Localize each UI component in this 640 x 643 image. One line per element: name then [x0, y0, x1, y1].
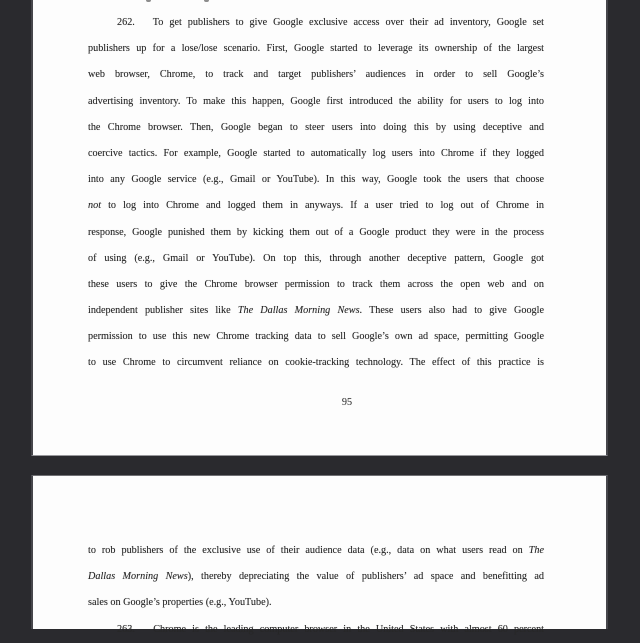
text-line: into any Google service (e.g., Gmail or YouTube). In this way, Google took the users that choose [88, 174, 544, 186]
text-line: permission to use this new Chrome tracking data to sell Google’s own ad space, permitting Google [88, 331, 544, 343]
text-line: 263. Chrome is the leading computer browser in the United States with almost 60 percent [117, 623, 544, 635]
document-page-2 [31, 475, 608, 635]
text-line: advertising inventory. To make this happen, Google first introduced the ability for users to log into [88, 95, 544, 107]
text-line: Dallas Morning News), thereby depreciating the value of publishers’ ad space and benefitting ad [88, 571, 544, 583]
text-line: publishers up for a lose/lose scenario. First, Google started to leverage its ownership of the largest [88, 43, 544, 55]
page-number: 95 [341, 397, 353, 408]
text-line: to rob publishers of the exclusive use of their audience data (e.g., data on what users read on The [88, 545, 544, 556]
clipped-previous-line [33, 0, 606, 3]
text-line: to use Chrome to circumvent reliance on cookie-tracking technology. The effect of this practice is [88, 357, 544, 369]
text-line: of using (e.g., Gmail or YouTube). On top this, through another deceptive pattern, Google got [88, 252, 544, 264]
descender-fragment [146, 0, 151, 2]
document-page-1 [31, 0, 608, 456]
text-line: coercive tactics. For example, Google started to automatically log users into Chrome if they logged [88, 147, 544, 159]
page-2-text [88, 538, 544, 643]
text-line: not to log into Chrome and logged them in anyways. If a user tried to log out of Chrome in [88, 200, 544, 212]
descender-fragment [204, 0, 209, 2]
text-line: sales on Google’s properties (e.g., YouTube). [88, 597, 272, 609]
text-line: response, Google punished them by kicking them out of a Google product they were in the process [88, 226, 544, 238]
page-1-text [88, 10, 544, 377]
text-line: web browser, Chrome, to track and target publishers’ audiences in order to sell Google’s [88, 69, 544, 81]
text-line: 262. To get publishers to give Google exclusive access over their ad inventory, Google set [117, 17, 545, 28]
text-line: independent publisher sites like The Dallas Morning News. These users also had to give Google [88, 305, 545, 317]
text-line: the Chrome browser. Then, Google began to steer users into doing this by using deceptive and [88, 121, 544, 133]
text-line: these users to give the Chrome browser permission to track them across the open web and on [88, 278, 544, 290]
